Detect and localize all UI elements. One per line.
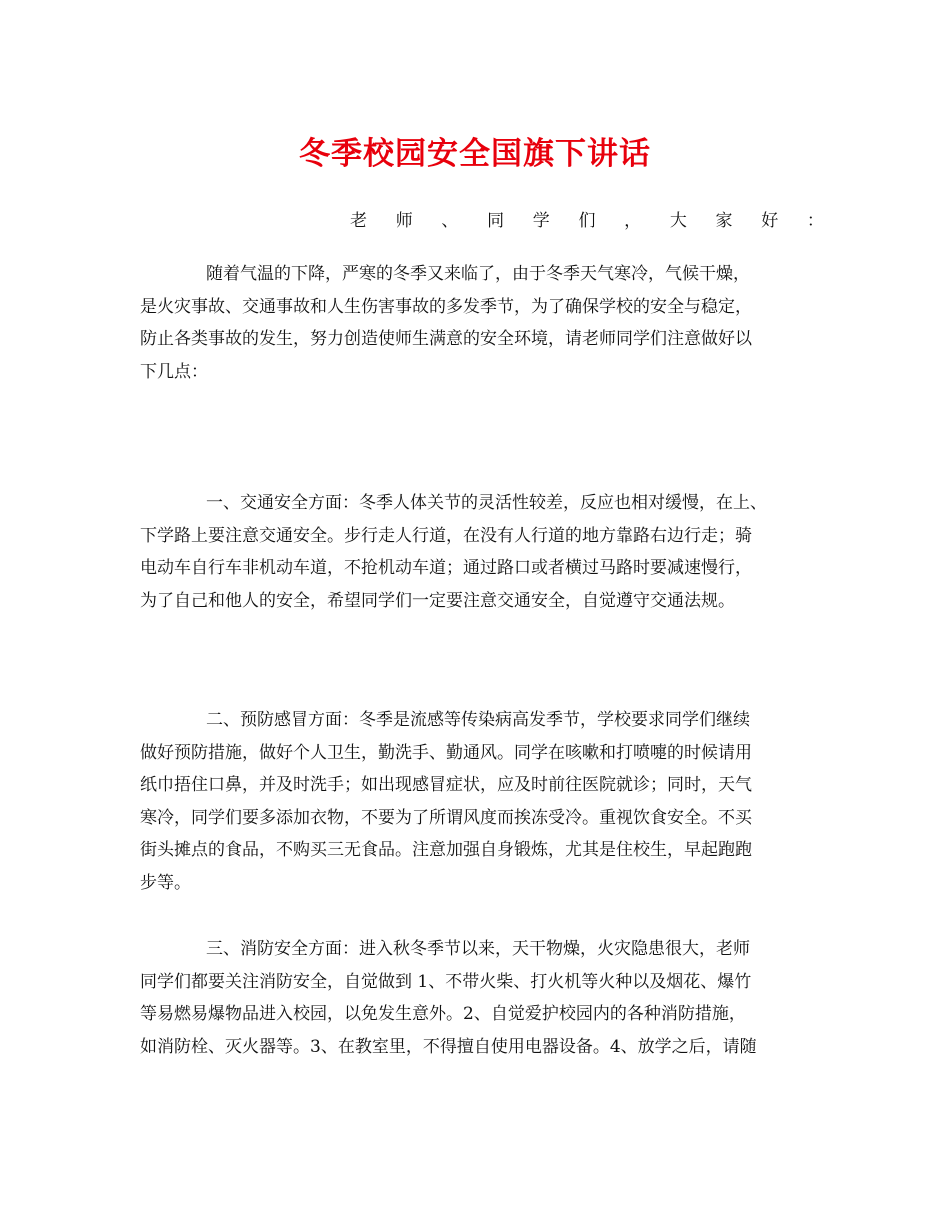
paragraph-line: 是火灾事故、交通事故和人生伤害事故的多发季节，为了确保学校的安全与稳定， bbox=[140, 296, 752, 317]
document-title: 冬季校园安全国旗下讲话 bbox=[299, 136, 651, 172]
paragraph-line: 三、消防安全方面：进入秋冬季节以来，天干物燥，火灾隐患很大，老师 bbox=[206, 939, 750, 959]
salutation-char: 老 bbox=[350, 211, 367, 231]
paragraph-line: 同学们都要关注消防安全，自觉做到 1、不带火柴、打火机等火种以及烟花、爆竹 bbox=[140, 971, 752, 992]
paragraph-line: 街头摊点的食品，不购买三无食品。注意加强自身锻炼，尤其是住校生，早起跑跑 bbox=[140, 840, 752, 860]
paragraph-traffic-safety bbox=[140, 487, 820, 617]
paragraph-line: 下学路上要注意交通安全。步行走人行道，在没有人行道的地方靠路右边行走；骑 bbox=[140, 525, 752, 546]
paragraph-line: 步等。 bbox=[140, 872, 191, 893]
salutation-char: 同 bbox=[487, 211, 505, 231]
paragraph-intro bbox=[140, 258, 820, 388]
paragraph-line: 做好预防措施，做好个人卫生，勤洗手、勤通风。同学在咳嗽和打喷嚏的时候请用 bbox=[140, 742, 752, 763]
salutation-char: ： bbox=[806, 211, 824, 231]
paragraph-line: 纸巾捂住口鼻，并及时洗手；如出现感冒症状，应及时前往医院就诊；同时，天气 bbox=[140, 775, 752, 795]
salutation-char: ， bbox=[624, 211, 642, 231]
salutation-char: 师 bbox=[395, 211, 413, 231]
salutation-char: 、 bbox=[441, 211, 459, 231]
paragraph-line: 随着气温的下降，严寒的冬季又来临了，由于冬季天气寒冷，气候干燥， bbox=[206, 264, 750, 284]
paragraph-line: 电动车自行车非机动车道，不抢机动车道；通过路口或者横过马路时要减速慢行， bbox=[140, 558, 752, 578]
salutation-char: 好 bbox=[761, 211, 779, 231]
paragraph-line: 一、交通安全方面：冬季人体关节的灵活性较差，反应也相对缓慢，在上、 bbox=[206, 493, 767, 513]
paragraph-cold-prevention bbox=[140, 704, 820, 899]
paragraph-line: 为了自己和他人的安全，希望同学们一定要注意交通安全，自觉遵守交通法规。 bbox=[140, 590, 735, 611]
salutation-char: 学 bbox=[532, 211, 550, 231]
salutation-char: 家 bbox=[715, 211, 733, 231]
salutation-char: 们 bbox=[578, 211, 596, 231]
paragraph-line: 如消防栓、灭火器等。3、在教室里，不得擅自使用电器设备。4、放学之后，请随 bbox=[140, 1036, 757, 1057]
salutation bbox=[350, 206, 824, 231]
paragraph-line: 下几点： bbox=[140, 361, 208, 382]
paragraph-fire-safety bbox=[140, 933, 820, 1063]
salutation-char: 大 bbox=[669, 211, 687, 231]
paragraph-line: 寒冷，同学们要多添加衣物，不要为了所谓风度而挨冻受冷。重视饮食安全。不买 bbox=[140, 807, 752, 828]
paragraph-line: 等易燃易爆物品进入校园，以免发生意外。2、自觉爱护校园内的各种消防措施， bbox=[140, 1004, 746, 1024]
paragraph-line: 防止各类事故的发生，努力创造使师生满意的安全环境，请老师同学们注意做好以 bbox=[140, 329, 752, 349]
paragraph-line: 二、预防感冒方面：冬季是流感等传染病高发季节，学校要求同学们继续 bbox=[206, 710, 750, 730]
